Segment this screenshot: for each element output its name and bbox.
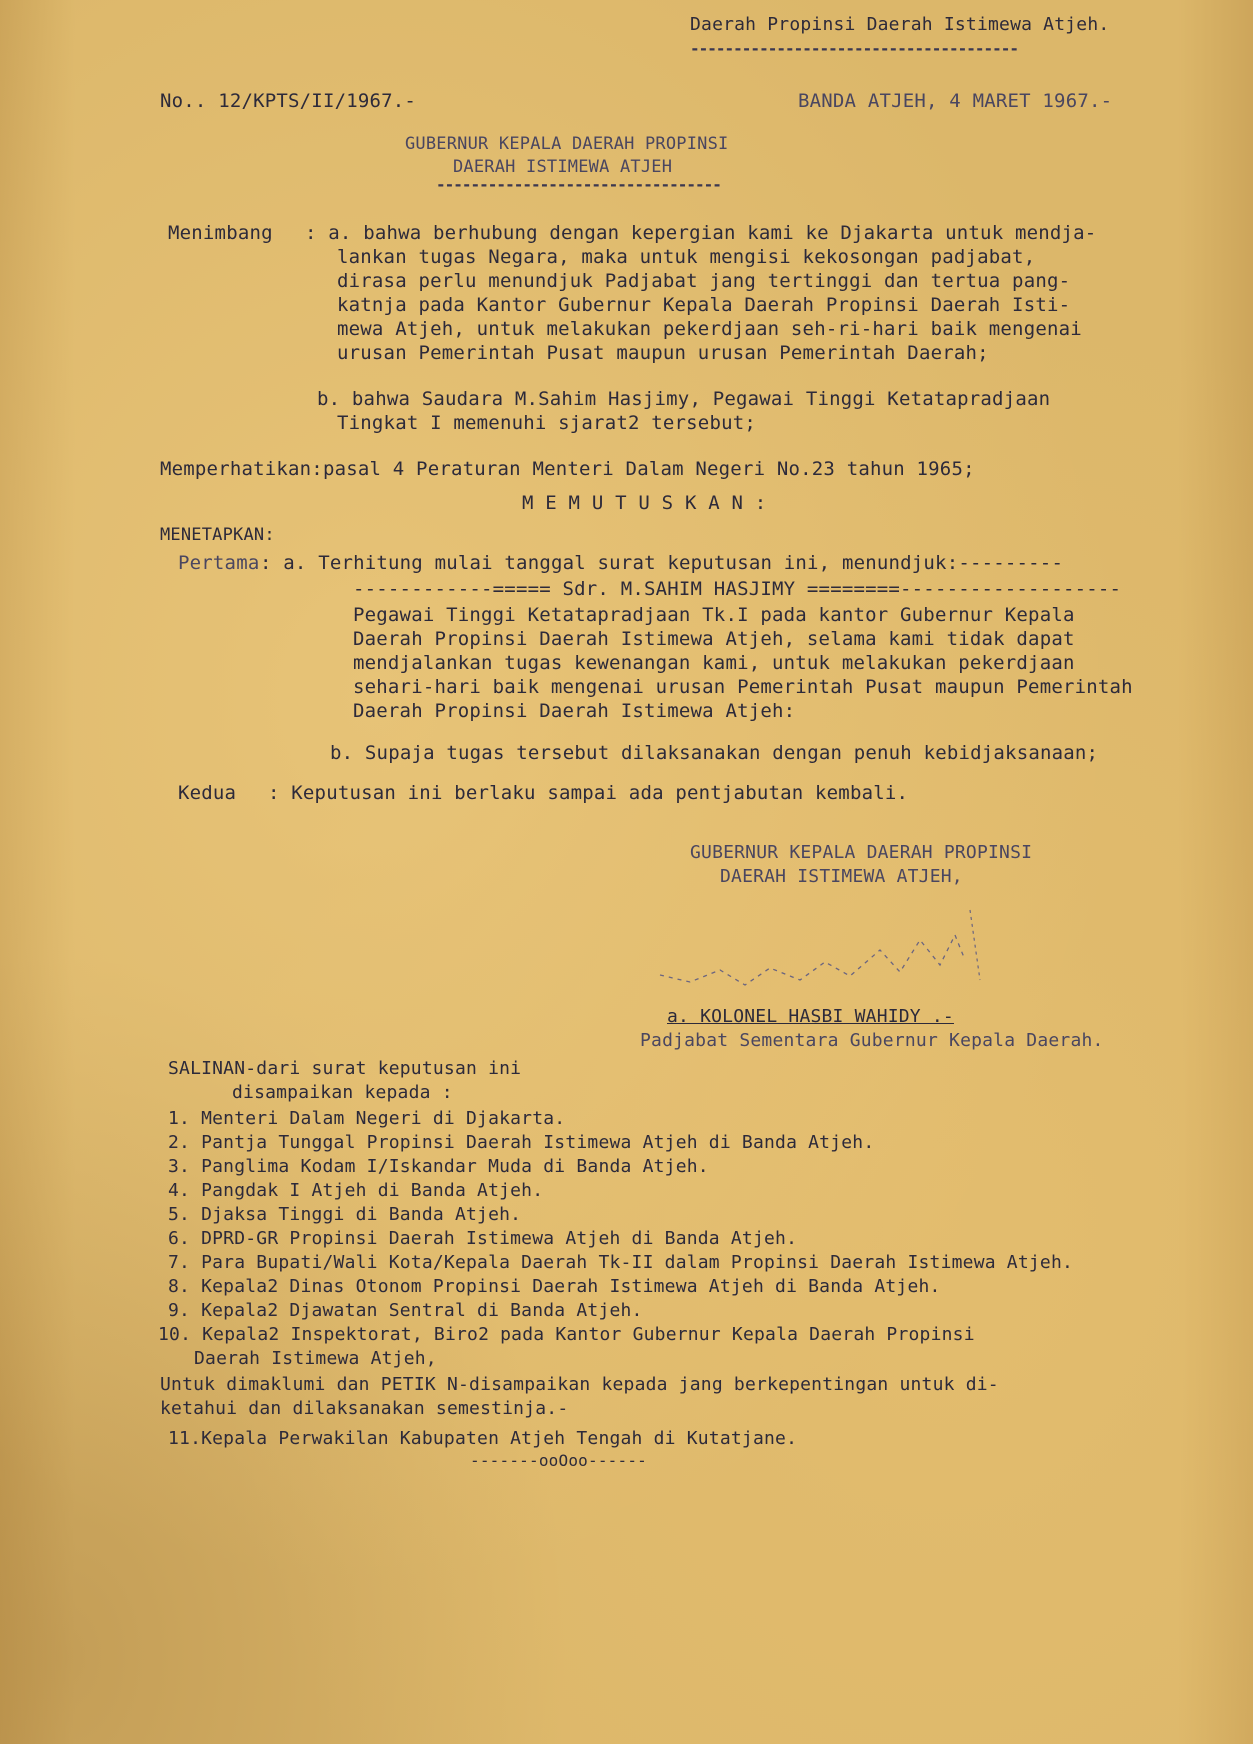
considering-a-line: urusan Pemerintah Pusat maupun urusan Pemerintah Daerah; — [337, 342, 989, 364]
first-a-line: mendjalankan tugas kewenangan kami, untuk melakukan pekerdjaan — [353, 652, 1075, 674]
letterhead-rule: -------------------------------------- — [690, 39, 1019, 58]
second-label: Kedua — [178, 782, 237, 804]
copy-item: 9. Kepala2 Djawatan Sentral di Banda Atjeh. — [168, 1300, 643, 1321]
stipulates-label: MENETAPKAN: — [160, 525, 275, 545]
signature-line-2: DAERAH ISTIMEWA ATJEH, — [720, 866, 963, 887]
copies-heading: SALINAN-dari surat keputusan ini — [168, 1058, 522, 1079]
copy-item: 4. Pangdak I Atjeh di Banda Atjeh. — [168, 1180, 544, 1201]
considering-b-line: b. bahwa Saudara M.Sahim Hasjimy, Pegawai Tinggi Ketatapradjaan — [317, 388, 1051, 410]
copy-item: 3. Panglima Kodam I/Iskandar Muda di Banda Atjeh. — [168, 1156, 709, 1177]
copy-item: 5. Djaksa Tinggi di Banda Atjeh. — [168, 1204, 522, 1225]
considering-a-line: katnja pada Kantor Gubernur Kepala Daerah Propinsi Daerah Isti- — [337, 294, 1071, 316]
first-a-line: : a. Terhitung mulai tanggal surat keputusan ini, menundjuk:--------- — [260, 552, 1064, 574]
copy-item: 8. Kepala2 Dinas Otonom Propinsi Daerah Istimewa Atjeh di Banda Atjeh. — [168, 1276, 941, 1297]
end-mark: -------ooOoo------ — [470, 1451, 647, 1470]
first-a-line: Pegawai Tinggi Ketatapradjaan Tk.I pada kantor Gubernur Kepala — [353, 604, 1075, 626]
considering-a-line: : a. bahwa berhubung dengan kepergian kami ke Djakarta untuk mendja- — [305, 222, 1097, 244]
copies-closing: Untuk dimaklumi dan PETIK N-disampaikan kepada jang berkepentingan untuk di- — [160, 1374, 999, 1395]
first-label: Pertama — [178, 552, 260, 574]
copy-item: 10. Kepala2 Inspektorat, Biro2 pada Kantor Gubernur Kepala Daerah Propinsi — [158, 1324, 975, 1345]
signature-scribble — [650, 890, 1050, 1000]
first-a-line: ------------===== Sdr. M.SAHIM HASJIMY ========------------------- — [353, 578, 1122, 600]
first-a-line: Daerah Propinsi Daerah Istimewa Atjeh, selama kami tidak dapat — [353, 628, 1075, 650]
copies-closing: ketahui dan dilaksanakan semestinja.- — [160, 1398, 569, 1419]
noting-text: Memperhatikan:pasal 4 Peraturan Menteri Dalam Negeri No.23 tahun 1965; — [160, 458, 975, 480]
considering-label: Menimbang — [168, 222, 273, 244]
considering-b-line: Tingkat I memenuhi sjarat2 tersebut; — [337, 412, 757, 434]
copy-item-extra: 11.Kepala Perwakilan Kabupaten Atjeh Tengah di Kutatjane. — [168, 1428, 798, 1449]
copy-item: Daerah Istimewa Atjeh, — [194, 1348, 437, 1369]
document-number: No.. 12/KPTS/II/1967.- — [160, 90, 417, 112]
first-b-line: b. Supaja tugas tersebut dilaksanakan dengan penuh kebidjaksanaan; — [330, 742, 1099, 764]
first-a-line: Daerah Propinsi Daerah Istimewa Atjeh: — [353, 700, 796, 722]
copies-heading-2: disampaikan kepada : — [232, 1082, 453, 1103]
issuer-line-1: GUBERNUR KEPALA DAERAH PROPINSI — [405, 134, 729, 154]
place-date: BANDA ATJEH, 4 MARET 1967.- — [798, 90, 1113, 112]
issuer-rule: --------------------------------- — [436, 175, 721, 194]
copy-item: 7. Para Bupati/Wali Kota/Kepala Daerah Tk-II dalam Propinsi Daerah Istimewa Atjeh. — [168, 1252, 1074, 1273]
copy-item: 6. DPRD-GR Propinsi Daerah Istimewa Atjeh di Banda Atjeh. — [168, 1228, 798, 1249]
issuer-line-2: DAERAH ISTIMEWA ATJEH — [453, 157, 673, 177]
second-text: : Keputusan ini berlaku sampai ada pentjabutan kembali. — [268, 782, 909, 804]
copy-item: 2. Pantja Tunggal Propinsi Daerah Istimewa Atjeh di Banda Atjeh. — [168, 1132, 875, 1153]
copy-item: 1. Menteri Dalam Negeri di Djakarta. — [168, 1108, 566, 1129]
first-a-line: sehari-hari baik mengenai urusan Pemerintah Pusat maupun Pemerintah — [353, 676, 1133, 698]
considering-a-line: mewa Atjeh, untuk melakukan pekerdjaan seh-ri-hari baik mengenai — [337, 318, 1082, 340]
considering-a-line: dirasa perlu menundjuk Padjabat jang tertinggi dan tertua pang- — [337, 270, 1071, 292]
signature-line-1: GUBERNUR KEPALA DAERAH PROPINSI — [690, 842, 1033, 863]
letterhead-title: Daerah Propinsi Daerah Istimewa Atjeh. — [690, 14, 1110, 35]
decides-heading: M E M U T U S K A N : — [522, 492, 767, 514]
signatory-name: a. KOLONEL HASBI WAHIDY .- — [667, 1006, 954, 1027]
considering-a-line: lankan tugas Negara, maka untuk mengisi kekosongan padjabat, — [337, 246, 1036, 268]
signatory-title: Padjabat Sementara Gubernur Kepala Daerah. — [640, 1030, 1104, 1051]
